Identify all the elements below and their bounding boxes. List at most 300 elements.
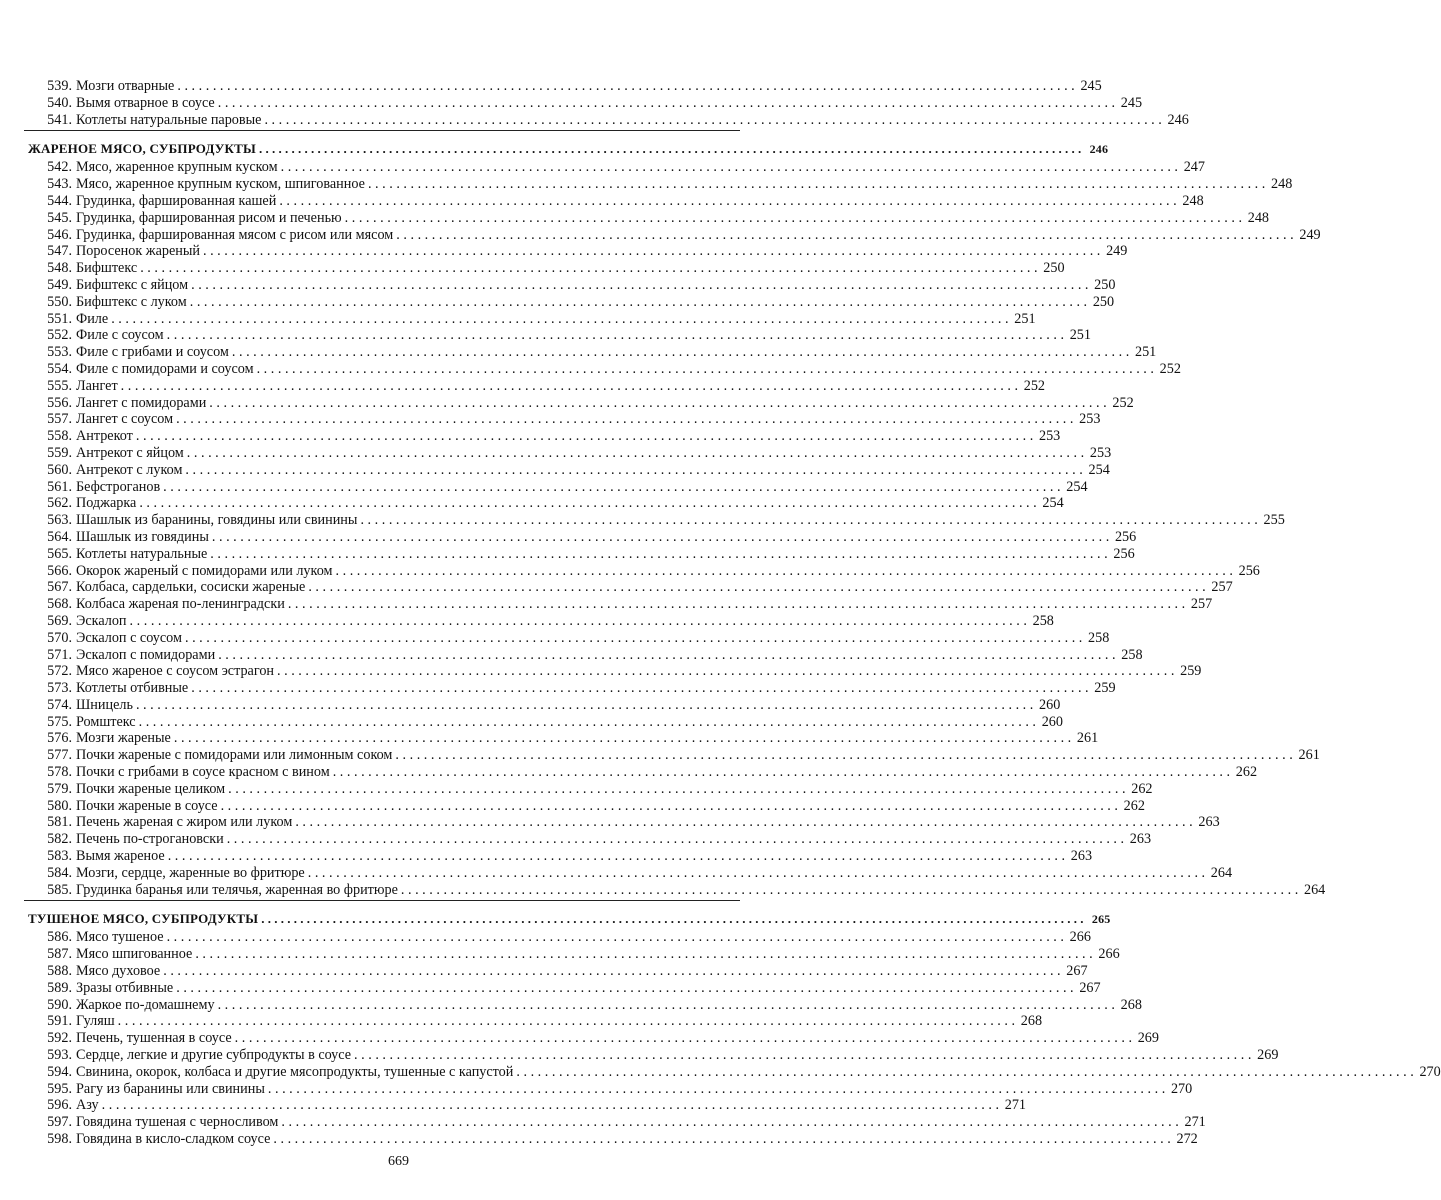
leader-dots <box>218 95 1115 112</box>
entry-title: Эскалоп <box>76 612 127 629</box>
toc-entry <box>24 1114 1206 1131</box>
entry-number: 544. <box>47 192 72 209</box>
entry-title: Вымя отварное в соусе <box>76 94 215 111</box>
leader-dots <box>395 747 1292 764</box>
toc-entry <box>24 562 1260 580</box>
entry-number: 581. <box>47 814 72 831</box>
entry-page: 261 <box>1076 730 1099 747</box>
entry-number: 569. <box>47 612 72 629</box>
leader-dots <box>212 529 1109 546</box>
leader-dots <box>288 596 1185 613</box>
toc-group <box>24 159 1326 898</box>
leader-dots <box>136 697 1033 714</box>
toc-entry <box>24 881 1326 899</box>
leader-dots <box>176 411 1073 428</box>
entry-title: Мясо тушеное <box>76 929 164 946</box>
toc-entry <box>24 963 1088 980</box>
entry-number: 542. <box>47 159 72 176</box>
leader-dots <box>177 78 1074 95</box>
toc-entry <box>24 226 1321 244</box>
entry-page: 246 <box>1167 111 1189 128</box>
leader-dots <box>228 781 1125 798</box>
toc-entry <box>24 646 1143 664</box>
leader-dots <box>281 1114 1178 1131</box>
leader-dots <box>360 512 1257 529</box>
entry-page: 264 <box>1210 864 1233 881</box>
leader-dots <box>281 159 1178 176</box>
entry-number: 571. <box>47 646 72 663</box>
entry-title: Филе с помидорами и соусом <box>76 360 254 377</box>
entry-title: Филе с соусом <box>76 327 164 344</box>
leader-dots <box>235 1030 1132 1047</box>
leader-dots <box>259 141 1081 157</box>
entry-page: 255 <box>1263 512 1285 529</box>
toc-entry <box>24 327 1091 344</box>
entry-title: Котлеты отбивные <box>76 680 189 697</box>
entry-title: Котлеты натуральные паровые <box>76 111 262 128</box>
entry-page: 251 <box>1014 310 1036 327</box>
entry-number: 577. <box>47 747 72 764</box>
entry-page: 254 <box>1088 461 1110 478</box>
toc-entry <box>24 797 1145 815</box>
entry-page: 250 <box>1092 293 1115 310</box>
section-rule <box>24 130 740 131</box>
toc-entry <box>24 344 1157 361</box>
leader-dots <box>187 445 1084 462</box>
leader-dots <box>139 714 1036 731</box>
leader-dots <box>279 193 1176 210</box>
section-page: 265 <box>1091 912 1111 927</box>
entry-number: 543. <box>47 176 72 193</box>
entry-title: Лангет <box>76 377 118 394</box>
leader-dots <box>218 997 1115 1014</box>
entry-title: Поросенок жареный <box>76 243 200 260</box>
toc-entry <box>24 428 1061 445</box>
entry-page: 248 <box>1247 209 1269 226</box>
entry-title: Бефстроганов <box>76 478 161 495</box>
entry-number: 598. <box>47 1131 72 1148</box>
toc-entry <box>24 111 1189 129</box>
entry-page: 253 <box>1038 428 1061 445</box>
toc-entry <box>24 1131 1198 1148</box>
entry-page: 266 <box>1098 946 1120 963</box>
entry-page: 251 <box>1134 344 1157 361</box>
entry-title: Котлеты натуральные <box>76 545 208 562</box>
entry-number: 566. <box>47 562 72 579</box>
entry-title: Грудинка, фаршированная мясом с рисом или мясом <box>76 226 394 243</box>
entry-title: Вымя жареное <box>76 848 165 865</box>
entry-number: 546. <box>47 226 72 243</box>
entry-number: 590. <box>47 996 72 1013</box>
entry-number: 580. <box>47 797 72 814</box>
entry-number: 562. <box>47 495 72 512</box>
entry-title: Поджарка <box>76 495 137 512</box>
toc-entry <box>24 478 1088 496</box>
toc-entry <box>24 864 1233 882</box>
toc-entry <box>24 713 1063 731</box>
entry-title: Свинина, окорок, колбаса и другие мясопродукты, тушенные с капустой <box>76 1063 514 1080</box>
toc-entry <box>24 814 1220 831</box>
leader-dots <box>163 963 1060 980</box>
table-of-contents <box>24 78 1441 1148</box>
entry-number: 593. <box>47 1047 72 1064</box>
leader-dots <box>121 378 1018 395</box>
leader-dots <box>191 277 1088 294</box>
leader-dots <box>111 311 1008 328</box>
entry-page: 256 <box>1114 528 1137 545</box>
toc-entry <box>24 579 1233 596</box>
entry-title: Колбаса, сардельки, сосиски жареные <box>76 579 306 596</box>
entry-number: 584. <box>47 864 72 881</box>
entry-title: Говядина в кисло-сладком соусе <box>76 1131 271 1148</box>
entry-page: 257 <box>1211 579 1233 596</box>
entry-number: 556. <box>47 394 72 411</box>
entry-title: Бифштекс с яйцом <box>76 276 189 293</box>
entry-title: Мясо шпигованное <box>76 946 193 963</box>
leader-dots <box>185 630 1082 647</box>
entry-page: 270 <box>1170 1080 1193 1097</box>
leader-dots <box>190 294 1087 311</box>
entry-number: 592. <box>47 1030 72 1047</box>
leader-dots <box>176 980 1073 997</box>
toc-entry <box>24 243 1128 260</box>
entry-page: 248 <box>1271 176 1293 193</box>
entry-page: 251 <box>1069 327 1091 344</box>
toc-entry <box>24 831 1152 848</box>
section-rule <box>24 900 740 901</box>
toc-entry <box>24 159 1205 176</box>
leader-dots <box>257 361 1154 378</box>
entry-number: 586. <box>47 929 72 946</box>
entry-page: 254 <box>1066 478 1088 495</box>
entry-title: Грудинка, фаршированная рисом и печенью <box>76 209 342 226</box>
leader-dots <box>308 579 1205 596</box>
entry-number: 565. <box>47 545 72 562</box>
toc-entry <box>24 680 1116 697</box>
leader-dots <box>368 176 1265 193</box>
toc-entry <box>24 394 1134 412</box>
entry-number: 595. <box>47 1080 72 1097</box>
entry-number: 548. <box>47 260 72 277</box>
entry-number: 574. <box>47 696 72 713</box>
entry-title: Мозги отварные <box>76 78 175 94</box>
toc-entry <box>24 444 1112 462</box>
entry-page: 252 <box>1112 394 1134 411</box>
leader-dots <box>209 395 1106 412</box>
entry-page: 257 <box>1190 596 1213 613</box>
toc-entry <box>24 1063 1441 1081</box>
entry-number: 596. <box>47 1097 72 1114</box>
entry-number: 597. <box>47 1114 72 1131</box>
leader-dots <box>163 479 1060 496</box>
entry-page: 263 <box>1198 814 1220 831</box>
toc-entry <box>24 1013 1043 1030</box>
entry-number: 551. <box>47 310 72 327</box>
entry-title: Филе с грибами и соусом <box>76 344 229 361</box>
entry-title: Эскалоп с соусом <box>76 629 182 646</box>
toc-entry <box>24 1047 1279 1064</box>
toc-entry <box>24 696 1061 714</box>
entry-page: 268 <box>1120 996 1142 1013</box>
entry-title: Печень по-строгановски <box>76 831 224 848</box>
toc-entry <box>24 528 1137 546</box>
toc-entry <box>24 1030 1159 1047</box>
entry-title: Говядина тушеная с черносливом <box>76 1114 279 1131</box>
entry-title: Лангет с соусом <box>76 411 174 428</box>
entry-title: Бифштекс <box>76 260 138 277</box>
leader-dots <box>396 227 1293 244</box>
section-title: ТУШЕНОЕ МЯСО, СУБПРОДУКТЫ <box>28 911 259 927</box>
entry-page: 258 <box>1032 612 1054 629</box>
entry-page: 263 <box>1129 831 1152 848</box>
entry-page: 271 <box>1184 1114 1206 1131</box>
entry-number: 559. <box>47 444 72 461</box>
leader-dots <box>139 495 1036 512</box>
entry-page: 252 <box>1023 377 1046 394</box>
toc-entry <box>24 596 1213 613</box>
toc-entry <box>24 946 1120 963</box>
entry-number: 591. <box>47 1013 72 1030</box>
leader-dots <box>264 112 1161 129</box>
entry-number: 594. <box>47 1063 72 1080</box>
entry-page: 262 <box>1123 797 1145 814</box>
entry-page: 267 <box>1079 979 1101 996</box>
entry-page: 262 <box>1235 764 1258 781</box>
leader-dots <box>185 462 1082 479</box>
leader-dots <box>136 428 1033 445</box>
toc-entry <box>24 276 1116 294</box>
leader-dots <box>140 260 1037 277</box>
entry-page: 262 <box>1131 780 1153 797</box>
toc-entry <box>24 1080 1193 1098</box>
leader-dots <box>273 1131 1170 1148</box>
entry-number: 558. <box>47 428 72 445</box>
toc-entry <box>24 461 1110 479</box>
entry-title: Эскалоп с помидорами <box>76 646 216 663</box>
entry-page: 252 <box>1159 360 1181 377</box>
toc-entry <box>24 747 1320 764</box>
entry-number: 589. <box>47 979 72 996</box>
entry-number: 564. <box>47 528 72 545</box>
entry-number: 545. <box>47 209 72 226</box>
entry-page: 269 <box>1137 1030 1159 1047</box>
toc-entry <box>24 78 1102 95</box>
entry-number: 560. <box>47 461 72 478</box>
entry-number: 549. <box>47 276 72 293</box>
leader-dots <box>232 344 1129 361</box>
entry-page: 253 <box>1089 444 1112 461</box>
entry-page: 261 <box>1298 747 1320 764</box>
toc-entry <box>24 545 1135 563</box>
toc-entry <box>24 360 1181 378</box>
section-page: 246 <box>1089 142 1109 157</box>
entry-title: Шашлык из говядины <box>76 528 209 545</box>
entry-number: 573. <box>47 680 72 697</box>
toc-entry <box>24 192 1204 210</box>
entry-page: 264 <box>1303 881 1326 898</box>
leader-dots <box>401 882 1298 899</box>
leader-dots <box>218 647 1115 664</box>
toc-group <box>24 929 1441 1148</box>
entry-title: Сердце, легкие и другие субпродукты в соусе <box>76 1047 352 1064</box>
entry-number: 588. <box>47 963 72 980</box>
leader-dots <box>195 946 1092 963</box>
entry-title: Шашлык из баранины, говядины или свинины <box>76 512 358 529</box>
entry-title: Мясо духовое <box>76 963 161 980</box>
entry-number: 563. <box>47 512 72 529</box>
toc-entry <box>24 310 1036 328</box>
leader-dots <box>221 798 1118 815</box>
entry-title: Грудинка баранья или телячья, жаренная во фритюре <box>76 881 398 898</box>
leader-dots <box>261 911 1083 927</box>
entry-page: 249 <box>1299 226 1321 243</box>
entry-page: 247 <box>1183 159 1205 176</box>
entry-title: Антрекот <box>76 428 133 445</box>
section-heading <box>24 905 1111 927</box>
leader-dots <box>167 929 1064 946</box>
leader-dots <box>130 613 1027 630</box>
entry-number: 553. <box>47 344 72 361</box>
leader-dots <box>118 1013 1015 1030</box>
entry-title: Колбаса жареная по-ленинградски <box>76 596 285 613</box>
entry-title: Гуляш <box>76 1013 115 1030</box>
leader-dots <box>191 680 1088 697</box>
entry-number: 570. <box>47 629 72 646</box>
entry-title: Ромштекс <box>76 713 136 730</box>
toc-entry <box>24 848 1093 865</box>
leader-dots <box>277 663 1174 680</box>
leader-dots <box>268 1081 1165 1098</box>
entry-page: 253 <box>1079 411 1101 428</box>
leader-dots <box>167 327 1064 344</box>
entry-title: Грудинка, фаршированная кашей <box>76 192 277 209</box>
toc-entry <box>24 495 1064 512</box>
toc-entry <box>24 411 1101 428</box>
entry-page: 258 <box>1121 646 1143 663</box>
entry-page: 260 <box>1039 696 1061 713</box>
entry-number: 582. <box>47 831 72 848</box>
leader-dots <box>227 831 1124 848</box>
toc-entry <box>24 209 1269 227</box>
entry-number: 539. <box>47 78 72 94</box>
entry-number: 541. <box>47 111 72 128</box>
entry-page: 259 <box>1094 680 1116 697</box>
leader-dots <box>333 764 1230 781</box>
entry-title: Мясо, жаренное крупным куском <box>76 159 278 176</box>
entry-title: Мясо, жаренное крупным куском, шпигованное <box>76 176 365 193</box>
toc-entry <box>24 979 1101 997</box>
toc-entry <box>24 663 1202 680</box>
entry-number: 555. <box>47 377 72 394</box>
leader-dots <box>308 865 1205 882</box>
page-number: 669 <box>388 1154 409 1169</box>
entry-number: 547. <box>47 243 72 260</box>
entry-title: Почки жареные с помидорами или лимонным соком <box>76 747 393 764</box>
entry-title: Мозги жареные <box>76 730 171 747</box>
entry-number: 578. <box>47 764 72 781</box>
entry-page: 249 <box>1106 243 1128 260</box>
entry-number: 557. <box>47 411 72 428</box>
entry-title: Лангет с помидорами <box>76 394 207 411</box>
toc-entry <box>24 260 1065 277</box>
entry-title: Почки жареные в соусе <box>76 797 218 814</box>
leader-dots <box>345 210 1242 227</box>
entry-page: 263 <box>1070 848 1093 865</box>
toc-entry <box>24 629 1110 647</box>
entry-page: 250 <box>1094 276 1116 293</box>
entry-page: 259 <box>1180 663 1202 680</box>
toc-entry <box>24 612 1054 630</box>
entry-number: 579. <box>47 780 72 797</box>
entry-page: 250 <box>1043 260 1065 277</box>
entry-number: 575. <box>47 713 72 730</box>
leader-dots <box>174 730 1071 747</box>
toc-entry <box>24 293 1115 311</box>
leader-dots <box>516 1064 1413 1081</box>
entry-page: 254 <box>1042 495 1064 512</box>
entry-number: 554. <box>47 360 72 377</box>
entry-title: Почки жареные целиком <box>76 780 226 797</box>
entry-page: 270 <box>1419 1063 1441 1080</box>
toc-entry <box>24 730 1099 747</box>
entry-number: 567. <box>47 579 72 596</box>
entry-page: 272 <box>1176 1131 1198 1148</box>
entry-title: Мозги, сердце, жаренные во фритюре <box>76 864 305 881</box>
entry-number: 540. <box>47 94 72 111</box>
entry-number: 552. <box>47 327 72 344</box>
entry-title: Шницель <box>76 696 133 713</box>
entry-number: 550. <box>47 293 72 310</box>
entry-page: 269 <box>1257 1047 1279 1064</box>
entry-title: Почки с грибами в соусе красном с вином <box>76 764 330 781</box>
entry-title: Филе <box>76 310 109 327</box>
toc-entry <box>24 377 1046 395</box>
entry-title: Печень, тушенная в соусе <box>76 1030 232 1047</box>
entry-page: 256 <box>1113 545 1135 562</box>
section-title: ЖАРЕНОЕ МЯСО, СУБПРОДУКТЫ <box>28 141 256 157</box>
entry-page: 248 <box>1182 192 1204 209</box>
entry-title: Рагу из баранины или свинины <box>76 1080 265 1097</box>
toc-entry <box>24 929 1091 946</box>
entry-page: 267 <box>1066 963 1088 980</box>
toc-entry <box>24 764 1258 781</box>
entry-number: 561. <box>47 478 72 495</box>
entry-number: 585. <box>47 881 72 898</box>
leader-dots <box>354 1047 1251 1064</box>
entry-title: Печень жареная с жиром или луком <box>76 814 293 831</box>
entry-title: Зразы отбивные <box>76 979 174 996</box>
leader-dots <box>295 814 1192 831</box>
entry-page: 245 <box>1080 78 1102 94</box>
entry-number: 568. <box>47 596 72 613</box>
section-heading <box>24 135 1109 157</box>
entry-title: Жаркое по-домашнему <box>76 996 215 1013</box>
entry-title: Окорок жареный с помидорами или луком <box>76 562 333 579</box>
toc-group <box>24 78 1189 128</box>
entry-number: 572. <box>47 663 72 680</box>
entry-number: 587. <box>47 946 72 963</box>
entry-page: 260 <box>1041 713 1063 730</box>
entry-title: Антрекот с луком <box>76 461 183 478</box>
toc-entry <box>24 512 1285 529</box>
entry-title: Бифштекс с луком <box>76 293 187 310</box>
entry-title: Антрекот с яйцом <box>76 444 184 461</box>
entry-page: 268 <box>1020 1013 1043 1030</box>
entry-title: Азу <box>76 1097 99 1114</box>
entry-page: 266 <box>1069 929 1091 946</box>
entry-page: 256 <box>1238 562 1260 579</box>
leader-dots <box>102 1097 999 1114</box>
